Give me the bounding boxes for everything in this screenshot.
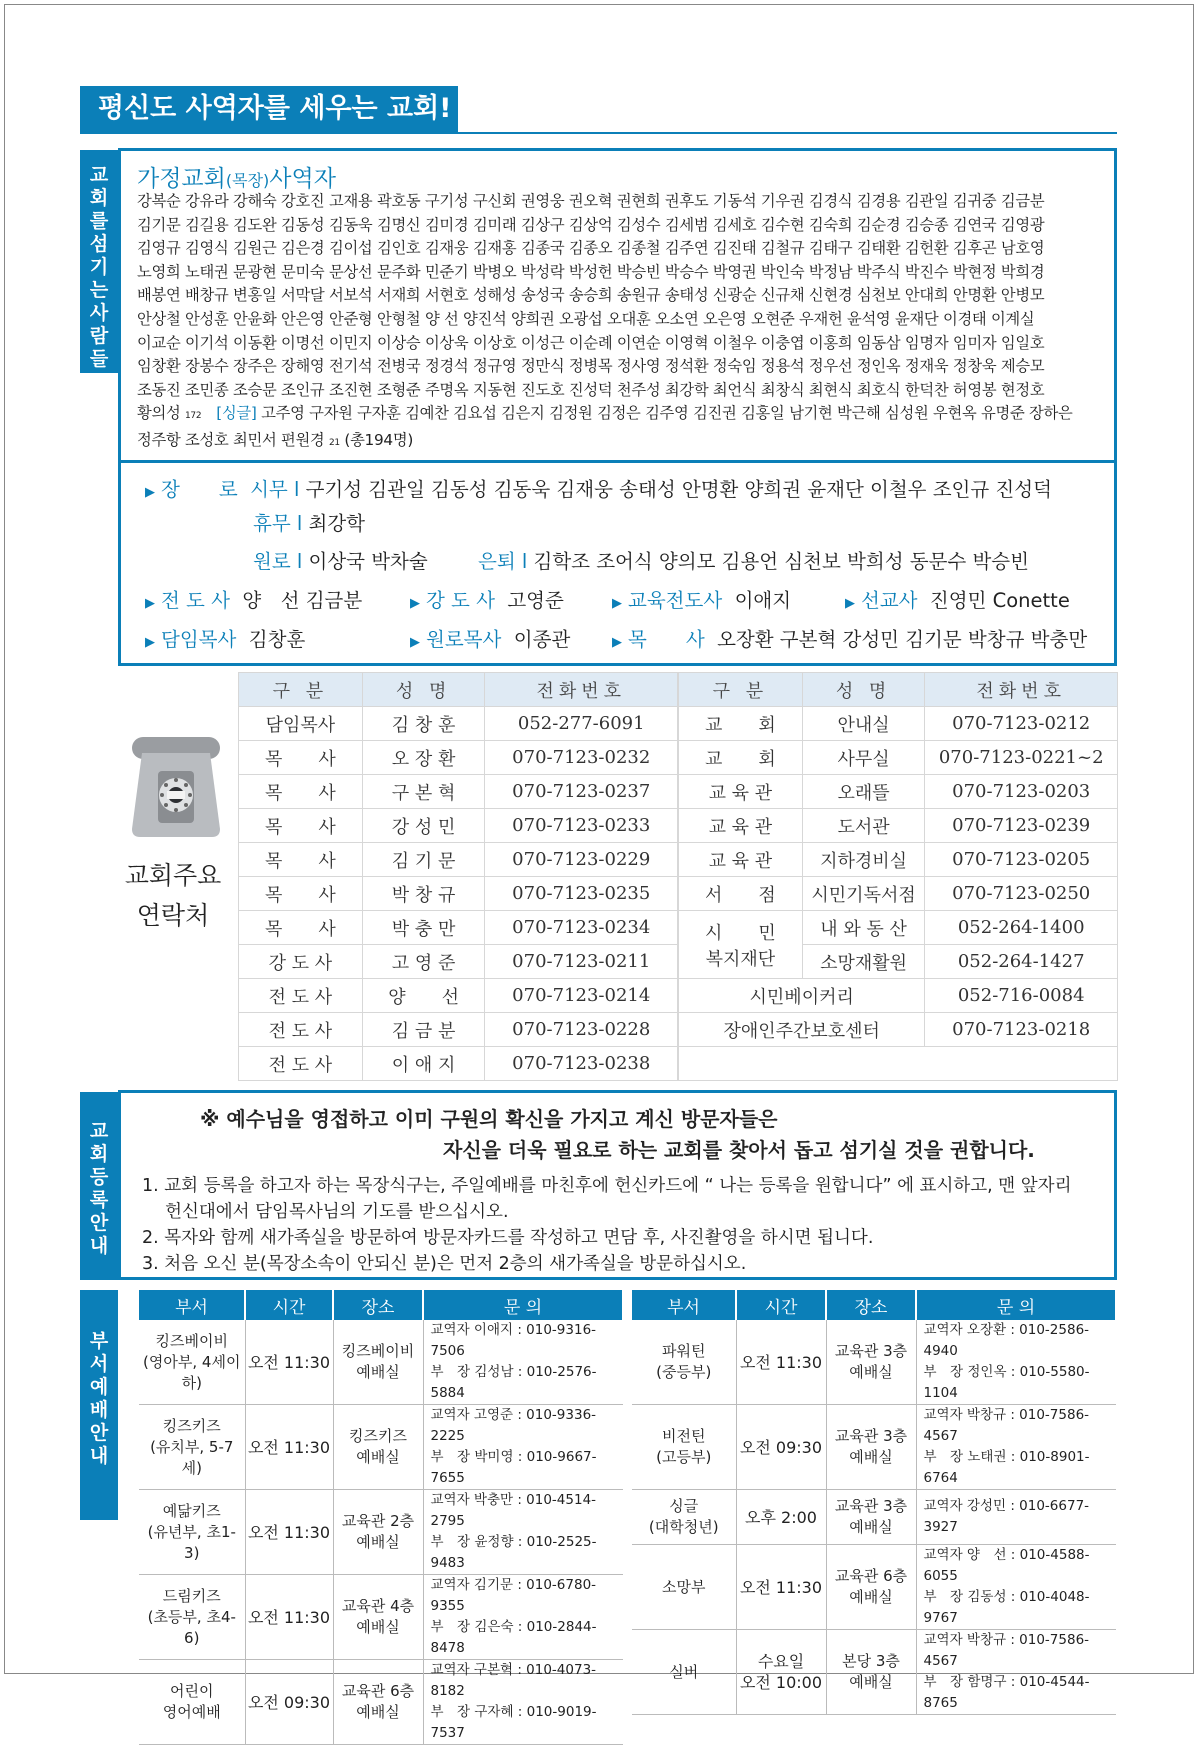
- dept-contact: 교역자 박창규 : 010-7586-4567: [923, 1632, 1090, 1669]
- contact-cell: 시민베이커리: [679, 979, 925, 1013]
- name-line: 김영규 김영식 김원근 김은경 김이섭 김인호 김재웅 김재홍 김종국 김종오 김종철 김주연 김진태 김철규 김태구 김태환 김헌환 김후곤 남호영: [137, 239, 1045, 258]
- dept-time: 오후 2:00: [745, 1507, 817, 1527]
- dept-place-cell: [826, 1630, 916, 1715]
- contact-cell: 070-7123-0233: [485, 809, 678, 843]
- registration-notice-1: ※ 예수님을 영접하고 이미 구원의 확신을 가지고 계신 방문자들은: [200, 1107, 778, 1131]
- arrow-icon: ▶: [612, 596, 622, 611]
- dept-place: 예배실: [849, 1673, 893, 1691]
- side-tab-serving: [80, 150, 118, 373]
- contact-cell: 070-7123-0235: [485, 877, 678, 911]
- dept-header: 장소: [333, 1290, 423, 1320]
- dept-contact: 교역자 강성민 : 010-6677-3927: [923, 1498, 1090, 1535]
- dept-contact: 부 장 김은숙 : 010-2844-8478: [430, 1619, 597, 1656]
- contact-cell: 070-7123-0228: [485, 1013, 678, 1047]
- arrow-icon: ▶: [145, 596, 155, 611]
- side-tab-char: 를: [89, 210, 109, 232]
- dept-row: [632, 1320, 1116, 1405]
- dept-row: [632, 1545, 1116, 1630]
- dept-place: 킹즈키즈: [349, 1427, 407, 1445]
- dept-place: 킹즈베이비: [341, 1342, 415, 1360]
- dept-time: 오전 09:30: [739, 1437, 823, 1457]
- contact-cell: 070-7123-0238: [485, 1047, 678, 1081]
- contact-cell: 강 성 민: [362, 809, 485, 843]
- contact-cell: 고 영 준: [362, 945, 485, 979]
- contact-header: 전화번호: [485, 673, 678, 707]
- dept-time-cell: [245, 1490, 333, 1575]
- edu-evangelist-row: ▶ 교육전도사 이애지: [612, 589, 792, 612]
- lecturer-row: ▶ 강 도 사 고영준: [410, 589, 564, 612]
- dept-contact: 부 장 윤정향 : 010-2525-9483: [430, 1534, 597, 1571]
- contact-header: 성 명: [802, 673, 925, 707]
- dept-place-cell: [826, 1545, 916, 1630]
- contact-row: [679, 707, 1118, 741]
- name-line: 임창환 장봉수 장주은 장해영 전기석 전병국 정경석 정규영 정만식 정병목 정사영 정석환 정숙임 정용석 정우선 정인옥 정재욱 정창욱 제승모: [137, 357, 1045, 376]
- dept-sub: (유년부, 초1-3): [147, 1522, 236, 1562]
- dept-header: 문 의: [423, 1290, 623, 1320]
- contact-row: [679, 809, 1118, 843]
- pastors-row: ▶ 목 사 오장환 구본혁 강성민 김기문 박창규 박충만: [612, 628, 1088, 651]
- registration-item: 헌신대에서 담임목사님의 기도를 받으십시오.: [142, 1202, 509, 1222]
- dept-name-cell: [632, 1405, 736, 1490]
- contact-row: [679, 775, 1118, 809]
- dept-header: 부서: [139, 1290, 245, 1320]
- dept-header: 문 의: [916, 1290, 1116, 1320]
- dept-name: 싱글: [669, 1497, 699, 1515]
- page-title: 평신도 사역자를 세우는 교회!: [80, 86, 462, 132]
- lay-ministers-list: [137, 190, 1105, 456]
- side-tab-char: 섬: [89, 233, 109, 255]
- side-tab-char: 록: [89, 1189, 109, 1211]
- dept-place-cell: [333, 1575, 423, 1660]
- arrow-icon: ▶: [145, 635, 155, 650]
- side-tab-char: 내: [89, 1235, 109, 1257]
- dept-contact: 교역자 박충만 : 010-4514-2795: [430, 1492, 597, 1529]
- dept-contact: 부 장 김성남 : 010-2576-5884: [430, 1364, 597, 1401]
- elders-retired-row: 은퇴 l 김학조 조어식 양의모 김용언 심천보 박희성 동문수 박승빈: [478, 550, 1029, 573]
- dept-contact: 부 장 김동성 : 010-4048-9767: [923, 1589, 1090, 1626]
- dept-time-cell: [736, 1405, 826, 1490]
- side-tab-char: 서: [89, 1353, 109, 1375]
- contact-cell: 박 창 규: [362, 877, 485, 911]
- dept-header: 시간: [245, 1290, 333, 1320]
- side-tab-char: 교: [89, 164, 109, 186]
- registration-item: 2. 목자와 함께 새가족실을 방문하여 방문자카드를 작성하고 면담 후, 사진촬영을 하시면 됩니다.: [142, 1228, 874, 1248]
- contact-row: [239, 775, 678, 809]
- contact-row: [679, 1013, 1118, 1047]
- contact-row: [239, 911, 678, 945]
- dept-place: 예배실: [356, 1533, 400, 1551]
- dept-place: 예배실: [356, 1448, 400, 1466]
- contact-cell: 교 육 관: [679, 843, 803, 877]
- name-line: 배봉연 배창규 변홍일 서막달 서보석 서재희 서현호 성해성 송성국 송승희 송원규 송태성 신광순 신규채 신현경 심천보 안대희 안명환 안병모: [137, 286, 1045, 305]
- dept-place-cell: [333, 1490, 423, 1575]
- dept-contact-cell: [423, 1660, 623, 1745]
- dept-row: [139, 1575, 623, 1660]
- dept-contact-cell: [423, 1575, 623, 1660]
- dept-time-cell: [736, 1320, 826, 1405]
- dept-sub: (대학청년): [648, 1518, 719, 1536]
- dept-sub: 영어예배: [162, 1703, 221, 1721]
- dept-place: 교육관 3층: [834, 1497, 908, 1515]
- arrow-icon: ▶: [145, 485, 155, 500]
- dept-contact-cell: [423, 1490, 623, 1575]
- dept-name: 킹즈베이비: [155, 1331, 228, 1350]
- contact-row: [239, 707, 678, 741]
- dept-contact: 부 장 함명구 : 010-4544-8765: [923, 1674, 1090, 1711]
- dept-contact: 부 장 노태권 : 010-8901-6764: [923, 1449, 1090, 1486]
- contact-row: [239, 979, 678, 1013]
- dept-name: 어린이: [170, 1682, 214, 1700]
- contact-cell: 070-7123-0239: [925, 809, 1118, 843]
- dept-header: 부서: [632, 1290, 736, 1320]
- name-line: 이교순 이기석 이동환 이명선 이민지 이상승 이상욱 이상호 이성근 이순례 이연순 이영혁 이철우 이충엽 이홍희 임동삼 임명자 임미자 임일호: [137, 333, 1045, 352]
- contact-header: 구 분: [679, 673, 803, 707]
- contact-cell: 070-7123-0211: [485, 945, 678, 979]
- side-tab-char: 안: [89, 1422, 109, 1444]
- dept-time2: 오전 10:00: [739, 1673, 823, 1692]
- contact-cell: 교 회: [679, 741, 803, 775]
- dept-time-cell: [245, 1660, 333, 1745]
- contact-cell: 052-264-1427: [925, 945, 1118, 979]
- arrow-icon: ▶: [410, 635, 420, 650]
- contact-cell: 070-7123-0214: [485, 979, 678, 1013]
- contact-cell: 도서관: [802, 809, 925, 843]
- evangelist-row: ▶ 전 도 사 양 선 김금분: [145, 589, 363, 612]
- contact-row: [239, 1047, 678, 1081]
- contact-cell: 목 사: [239, 877, 363, 911]
- dept-place: 교육관 2층: [341, 1512, 415, 1530]
- dept-time-cell: [245, 1320, 333, 1405]
- side-tab-char: 안: [89, 1212, 109, 1234]
- dept-place: 교육관 3층: [834, 1342, 908, 1360]
- dept-place: 예배실: [356, 1363, 400, 1381]
- arrow-icon: ▶: [612, 635, 622, 650]
- contact-row: [679, 877, 1118, 911]
- contact-cell: 내 와 동 산: [802, 911, 925, 945]
- contact-cell: 강 도 사: [239, 945, 363, 979]
- contact-cell: 목 사: [239, 843, 363, 877]
- contact-cell: 오 장 환: [362, 741, 485, 775]
- contact-row: [239, 1013, 678, 1047]
- contact-cell: 김 창 훈: [362, 707, 485, 741]
- dept-place: 교육관 6층: [834, 1567, 908, 1585]
- dept-name-cell: [139, 1490, 245, 1575]
- dept-contact: 교역자 김기문 : 010-6780-9355: [430, 1577, 597, 1614]
- registration-item: 1. 교회 등록을 하고자 하는 목장식구는, 주일예배를 마친후에 헌신카드에 “ 나는 등록을 원합니다” 에 표시하고, 맨 앞자리: [142, 1176, 1072, 1196]
- contact-cell: 구 본 혁: [362, 775, 485, 809]
- contact-cell: 교 육 관: [679, 775, 803, 809]
- dept-sub: (중등부): [656, 1363, 712, 1381]
- dept-time-cell: [736, 1490, 826, 1545]
- contact-cell: 박 충 만: [362, 911, 485, 945]
- dept-time-cell: [245, 1575, 333, 1660]
- dept-place: 예배실: [356, 1618, 400, 1636]
- dept-place-cell: [826, 1405, 916, 1490]
- side-tab-char: 부: [89, 1330, 109, 1352]
- dept-place: 예배실: [356, 1703, 400, 1721]
- dept-name-cell: [632, 1320, 736, 1405]
- side-tab-char: 는: [89, 279, 109, 301]
- dept-place-cell: [333, 1660, 423, 1745]
- contact-cell: 052-716-0084: [925, 979, 1118, 1013]
- side-tab-char: 사: [89, 302, 109, 324]
- side-tab-char: 배: [89, 1399, 109, 1421]
- dept-place-cell: [333, 1320, 423, 1405]
- lay-ministers-heading: 가정교회(목장)사역자: [137, 166, 336, 192]
- contact-cell: 070-7123-0221~2: [925, 741, 1118, 775]
- elders-emeritus-row: 원로 l 이상국 박차술: [253, 550, 428, 573]
- side-tab-char: 교: [89, 1120, 109, 1142]
- name-line-11: 정주항 조성호 최민서 편원경 21 (총194명): [137, 430, 413, 449]
- contact-cell: 담임목사: [239, 707, 363, 741]
- registration-item: 3. 처음 오신 분(목장소속이 안되신 분)은 먼저 2층의 새가족실을 방문하십시오.: [142, 1254, 747, 1274]
- dept-place-cell: [333, 1405, 423, 1490]
- dept-table-left: [139, 1290, 624, 1745]
- contact-cell: 이 애 지: [362, 1047, 485, 1081]
- dept-time: 오전 11:30: [247, 1607, 331, 1627]
- side-tab-char: 내: [89, 1445, 109, 1467]
- emeritus-pastor-row: ▶ 원로목사 이종관: [410, 628, 571, 651]
- contact-cell: 오래뜰: [802, 775, 925, 809]
- name-line: 조동진 조민종 조승문 조인규 조진현 조형준 주명옥 지동현 진도호 진성덕 천주성 최강학 최언식 최창식 최현식 최호식 한덕찬 허영봉 현정호: [137, 380, 1045, 399]
- dept-name: 예닮키즈: [162, 1501, 221, 1520]
- dept-sub: (고등부): [656, 1448, 712, 1466]
- dept-time-cell: [245, 1405, 333, 1490]
- dept-contact-cell: [916, 1405, 1116, 1490]
- dept-place: 교육관 4층: [341, 1597, 415, 1615]
- contact-cell: 070-7123-0212: [925, 707, 1118, 741]
- contact-cell-empty: [679, 1047, 1118, 1081]
- contact-cell: 070-7123-0229: [485, 843, 678, 877]
- dept-place: 예배실: [849, 1588, 893, 1606]
- dept-row: [632, 1630, 1116, 1715]
- registration-items: [142, 1173, 1102, 1277]
- contact-header: 성 명: [362, 673, 485, 707]
- dept-time-cell: [736, 1630, 826, 1715]
- telephone-icon: [128, 733, 224, 843]
- arrow-icon: ▶: [845, 596, 855, 611]
- side-tab-char: 들: [89, 348, 109, 370]
- side-tab-char: 람: [89, 325, 109, 347]
- contact-cell: 교 육 관: [679, 809, 803, 843]
- contact-row-empty: [679, 1047, 1118, 1081]
- dept-place: 본당 3층: [842, 1652, 900, 1670]
- contact-row: [679, 979, 1118, 1013]
- contact-header: 구 분: [239, 673, 363, 707]
- dept-place: 예배실: [849, 1448, 893, 1466]
- dept-name-cell: [139, 1575, 245, 1660]
- dept-contact-cell: [916, 1545, 1116, 1630]
- welfare-foundation-cell: [679, 911, 803, 979]
- dept-contact: 교역자 이애지 : 010-9316-7506: [430, 1322, 597, 1359]
- contact-header: 전화번호: [925, 673, 1118, 707]
- dept-row: [139, 1320, 623, 1405]
- side-tab-registration: [80, 1092, 118, 1280]
- dept-place-cell: [826, 1490, 916, 1545]
- contact-cell: 전 도 사: [239, 979, 363, 1013]
- dept-table-right: [632, 1290, 1117, 1715]
- contact-cell: 목 사: [239, 775, 363, 809]
- name-line: 노영희 노태권 문광현 문미숙 문상선 문주화 민준기 박병오 박성락 박성헌 박승빈 박승수 박영권 박인숙 박정남 박주식 박진수 박현정 박희경: [137, 262, 1045, 281]
- dept-row: [632, 1405, 1116, 1490]
- contact-cell: 목 사: [239, 741, 363, 775]
- dept-header: 장소: [826, 1290, 916, 1320]
- dept-contact-cell: [916, 1490, 1116, 1545]
- name-line-10: 황의성 172 [싱글] 고주영 구자원 구자훈 김예찬 김요섭 김은지 김정원 김정은 김주영 김진권 김홍일 남기현 박근해 심성원 우현옥 유명준 장하은: [137, 404, 1073, 423]
- dept-time-cell: [736, 1545, 826, 1630]
- contact-cell: 070-7123-0205: [925, 843, 1118, 877]
- dept-time: 오전 11:30: [247, 1522, 331, 1542]
- contact-cell: 070-7123-0250: [925, 877, 1118, 911]
- contact-cell: 070-7123-0218: [925, 1013, 1118, 1047]
- dept-name-cell: [632, 1630, 736, 1715]
- side-tab-char: 회: [89, 187, 109, 209]
- dept-row: [139, 1660, 623, 1745]
- side-tab-char: 등: [89, 1166, 109, 1188]
- dept-contact-cell: [423, 1405, 623, 1490]
- side-tab-char: 회: [89, 1143, 109, 1165]
- dept-sub: (초등부, 초4-6): [147, 1607, 236, 1647]
- dept-contact-cell: [916, 1630, 1116, 1715]
- contact-cell: 소망재활원: [802, 945, 925, 979]
- contact-cell: 사무실: [802, 741, 925, 775]
- dept-contact-cell: [423, 1320, 623, 1405]
- arrow-icon: ▶: [410, 596, 420, 611]
- title-underline: [80, 132, 1117, 134]
- elders-rest-row: 휴무 l 최강학: [253, 512, 366, 535]
- contact-cell: 070-7123-0237: [485, 775, 678, 809]
- dept-time: 오전 11:30: [739, 1352, 823, 1372]
- contact-cell: 지하경비실: [802, 843, 925, 877]
- dept-place: 예배실: [849, 1518, 893, 1536]
- dept-name: 드림키즈: [162, 1586, 221, 1605]
- dept-name: 소망부: [662, 1577, 706, 1596]
- missionary-row: ▶ 선교사 진영민 Conette: [845, 589, 1070, 612]
- contact-row: [239, 741, 678, 775]
- dept-contact: 교역자 양 선 : 010-4588-6055: [923, 1547, 1090, 1584]
- contact-cell: 장애인주간보호센터: [679, 1013, 925, 1047]
- side-tab-worship: [80, 1290, 118, 1520]
- contact-cell: 양 선: [362, 979, 485, 1013]
- contact-cell: 052-277-6091: [485, 707, 678, 741]
- contacts-label: 교회주요 연락처: [124, 861, 222, 930]
- contact-row: [679, 741, 1118, 775]
- dept-contact: 교역자 구본혁 : 010-4073-8182: [430, 1662, 597, 1699]
- dept-name: 파워틴: [662, 1342, 706, 1360]
- dept-contact: 부 장 구자혜 : 010-9019-7537: [430, 1704, 597, 1741]
- registration-notice-2: 자신을 더욱 필요로 하는 교회를 찾아서 돕고 섬기실 것을 권합니다.: [443, 1138, 1035, 1162]
- dept-contact-cell: [916, 1320, 1116, 1405]
- dept-row: [139, 1405, 623, 1490]
- dept-place-cell: [826, 1320, 916, 1405]
- dept-row: [632, 1490, 1116, 1545]
- contact-cell: 052-264-1400: [925, 911, 1118, 945]
- contact-cell: 교 회: [679, 707, 803, 741]
- dept-name-cell: [139, 1660, 245, 1745]
- senior-pastor-row: ▶ 담임목사 김창훈: [145, 628, 306, 651]
- dept-time: 오전 11:30: [739, 1577, 823, 1597]
- contact-cell: 070-7123-0234: [485, 911, 678, 945]
- contact-cell: 안내실: [802, 707, 925, 741]
- dept-name-cell: [632, 1545, 736, 1630]
- side-tab-char: 기: [89, 256, 109, 278]
- contacts-table-right: [678, 672, 1118, 1081]
- contacts-table-left: [238, 672, 678, 1081]
- dept-sub: (유치부, 5-7세): [150, 1437, 234, 1477]
- dept-contact: 교역자 고영준 : 010-9336-2225: [430, 1407, 597, 1444]
- contact-cell: 목 사: [239, 911, 363, 945]
- dept-name: 실버: [669, 1662, 699, 1681]
- dept-time: 수요일: [757, 1652, 805, 1671]
- dept-place: 교육관 6층: [341, 1682, 415, 1700]
- dept-name: 킹즈키즈: [162, 1416, 221, 1435]
- contact-cell: 070-7123-0203: [925, 775, 1118, 809]
- name-line: 안상철 안성훈 안윤화 안은영 안준형 안형철 양 선 양진석 양희권 오광섭 오대훈 오소연 오은영 오현준 우재헌 윤석영 윤재단 이경태 이계실: [137, 309, 1035, 328]
- dept-contact: 교역자 오장환 : 010-2586-4940: [923, 1322, 1090, 1359]
- contact-cell: 전 도 사: [239, 1013, 363, 1047]
- contact-cell: 목 사: [239, 809, 363, 843]
- dept-name-cell: [139, 1405, 245, 1490]
- dept-contact: 교역자 박창규 : 010-7586-4567: [923, 1407, 1090, 1444]
- dept-name-cell: [632, 1490, 736, 1545]
- dept-time: 오전 09:30: [247, 1692, 331, 1712]
- dept-place: 예배실: [849, 1363, 893, 1381]
- contact-cell: 김 기 문: [362, 843, 485, 877]
- name-line: 김기문 김길용 김도완 김동성 김동욱 김명신 김미경 김미래 김상구 김상억 김성수 김세범 김세호 김수현 김숙희 김순경 김승종 김연국 김영광: [137, 215, 1045, 234]
- contact-cell: 김 금 분: [362, 1013, 485, 1047]
- contact-row: [239, 843, 678, 877]
- dept-time: 오전 11:30: [247, 1352, 331, 1372]
- side-tab-char: 예: [89, 1376, 109, 1398]
- dept-time: 오전 11:30: [247, 1437, 331, 1457]
- contact-row: [239, 945, 678, 979]
- dept-contact: 부 장 정인옥 : 010-5580-1104: [923, 1364, 1090, 1401]
- dept-name-cell: [139, 1320, 245, 1405]
- dept-sub: (영아부, 4세이하): [143, 1352, 241, 1392]
- contact-row: [239, 877, 678, 911]
- contact-cell: 시민기독서점: [802, 877, 925, 911]
- contact-row: [679, 843, 1118, 877]
- elders-active-row: ▶ 장 로 시무 l 구기성 김관일 김동성 김동욱 김재웅 송태성 안명환 양희권 윤재단 이철우 조인규 진성덕: [145, 478, 1052, 501]
- contact-row: [679, 911, 1118, 945]
- dept-header: 시간: [736, 1290, 826, 1320]
- contact-cell: 전 도 사: [239, 1047, 363, 1081]
- dept-contact: 부 장 박미영 : 010-9667-7655: [430, 1449, 597, 1486]
- contact-cell: 서 점: [679, 877, 803, 911]
- dept-name: 비전틴: [662, 1427, 706, 1445]
- dept-place: 교육관 3층: [834, 1427, 908, 1445]
- contact-row: [239, 809, 678, 843]
- welfare-line: 시 민: [704, 922, 776, 944]
- dept-row: [139, 1490, 623, 1575]
- contact-cell: 070-7123-0232: [485, 741, 678, 775]
- welfare-line: 복지재단: [705, 948, 776, 970]
- name-line: 강복순 강유라 강해숙 강호진 고재용 곽호동 구기성 구신회 권영웅 권오혁 권현희 권후도 기동석 기우권 김경식 김경용 김관일 김귀중 김금분: [137, 192, 1045, 210]
